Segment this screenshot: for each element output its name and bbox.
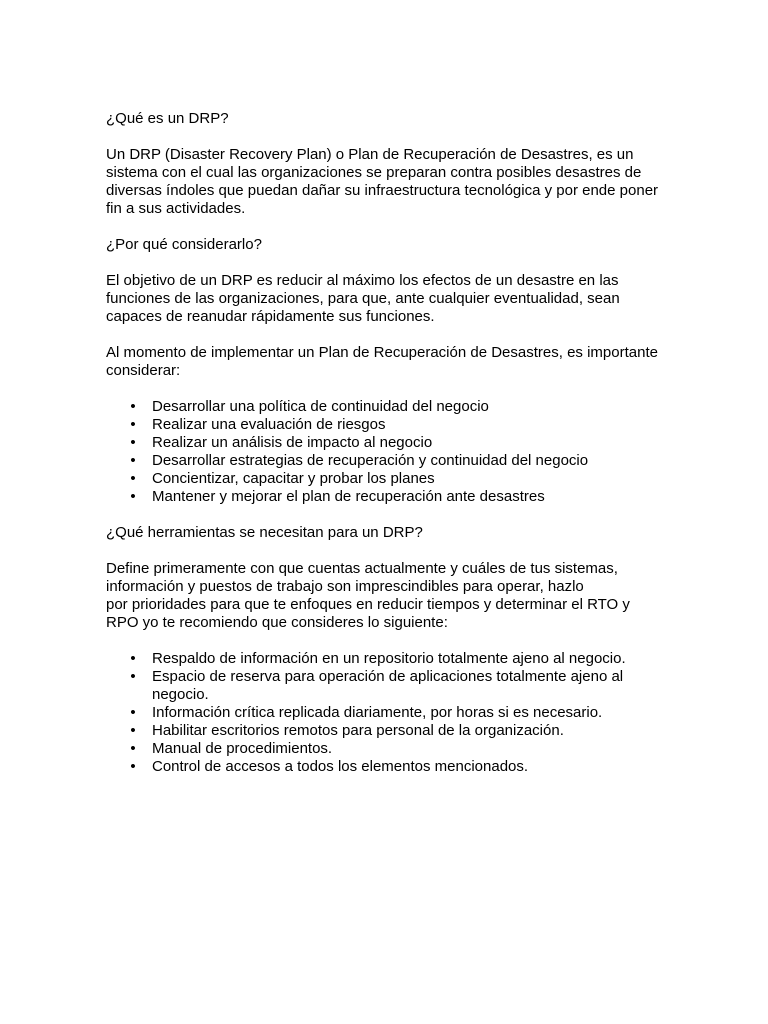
paragraph-implementation: Al momento de implementar un Plan de Recuperación de Desastres, es importante considerar: bbox=[106, 344, 658, 379]
bullet-icon: • bbox=[130, 704, 136, 721]
paragraph-define-priorities bbox=[106, 560, 676, 632]
bullet-icon: • bbox=[130, 452, 136, 469]
list-item bbox=[106, 704, 676, 722]
list-item-text: Control de accesos a todos los elementos mencionados. bbox=[152, 758, 529, 775]
heading-why-consider: ¿Por qué considerarlo? bbox=[106, 236, 262, 253]
list-item-text: Concientizar, capacitar y probar los planes bbox=[152, 470, 435, 487]
bullet-icon: • bbox=[130, 722, 136, 739]
bullet-icon: • bbox=[130, 650, 136, 667]
list-item-text: Realizar un análisis de impacto al negocio bbox=[152, 434, 433, 451]
list-item bbox=[106, 398, 676, 416]
list-tools bbox=[106, 650, 676, 776]
list-item bbox=[106, 452, 676, 470]
list-item-text: Mantener y mejorar el plan de recuperación ante desastres bbox=[152, 488, 545, 505]
list-item-text: Habilitar escritorios remotos para personal de la organización. bbox=[152, 722, 564, 739]
list-item bbox=[106, 722, 676, 740]
list-item bbox=[106, 416, 676, 434]
list-item-text: Desarrollar una política de continuidad del negocio bbox=[152, 398, 489, 415]
paragraph-line: Define primeramente con que cuentas actualmente y cuáles de tus sistemas, bbox=[106, 560, 618, 577]
list-item-text: Realizar una evaluación de riesgos bbox=[152, 416, 386, 433]
paragraph-line: RPO yo te recomiendo que consideres lo siguiente: bbox=[106, 614, 448, 631]
list-item-text: Información crítica replicada diariamente, por horas si es necesario. bbox=[152, 704, 603, 721]
bullet-icon: • bbox=[130, 668, 136, 685]
bullet-icon: • bbox=[130, 470, 136, 487]
list-item-text: Desarrollar estrategias de recuperación y continuidad del negocio bbox=[152, 452, 589, 469]
heading-what-is-drp: ¿Qué es un DRP? bbox=[106, 110, 229, 127]
paragraph-line: información y puestos de trabajo son imprescindibles para operar, hazlo bbox=[106, 578, 584, 595]
list-item bbox=[106, 470, 676, 488]
list-item-text: Respaldo de información en un repositorio totalmente ajeno al negocio. bbox=[152, 650, 626, 667]
paragraph-drp-definition: Un DRP (Disaster Recovery Plan) o Plan de Recuperación de Desastres, es un sistema con el cual las organizaciones se preparan contra posibles desastres de diversas índoles que puedan dañar su infraestructura tecnológica y por ende poner fin a sus actividades. bbox=[106, 146, 659, 217]
list-item bbox=[106, 740, 676, 758]
list-item-text: Manual de procedimientos. bbox=[152, 740, 333, 757]
bullet-icon: • bbox=[130, 434, 136, 451]
bullet-icon: • bbox=[130, 488, 136, 505]
list-item bbox=[106, 758, 676, 776]
paragraph-line: por prioridades para que te enfoques en reducir tiempos y determinar el RTO y bbox=[106, 596, 630, 613]
bullet-icon: • bbox=[130, 740, 136, 757]
paragraph-drp-objective: El objetivo de un DRP es reducir al máximo los efectos de un desastre en las funciones de las organizaciones, para que, ante cualquier eventualidad, sean capaces de reanudar rápidamente sus funciones. bbox=[106, 272, 620, 325]
list-considerations bbox=[106, 398, 676, 506]
list-item-text: Espacio de reserva para operación de aplicaciones totalmente ajeno al negocio. bbox=[152, 668, 624, 703]
list-item bbox=[106, 650, 676, 668]
bullet-icon: • bbox=[130, 398, 136, 415]
heading-tools-needed: ¿Qué herramientas se necesitan para un DRP? bbox=[106, 524, 423, 541]
list-item bbox=[106, 434, 676, 452]
list-item bbox=[106, 488, 676, 506]
bullet-icon: • bbox=[130, 758, 136, 775]
bullet-icon: • bbox=[130, 416, 136, 433]
list-item bbox=[106, 668, 676, 704]
document-page bbox=[106, 110, 676, 776]
